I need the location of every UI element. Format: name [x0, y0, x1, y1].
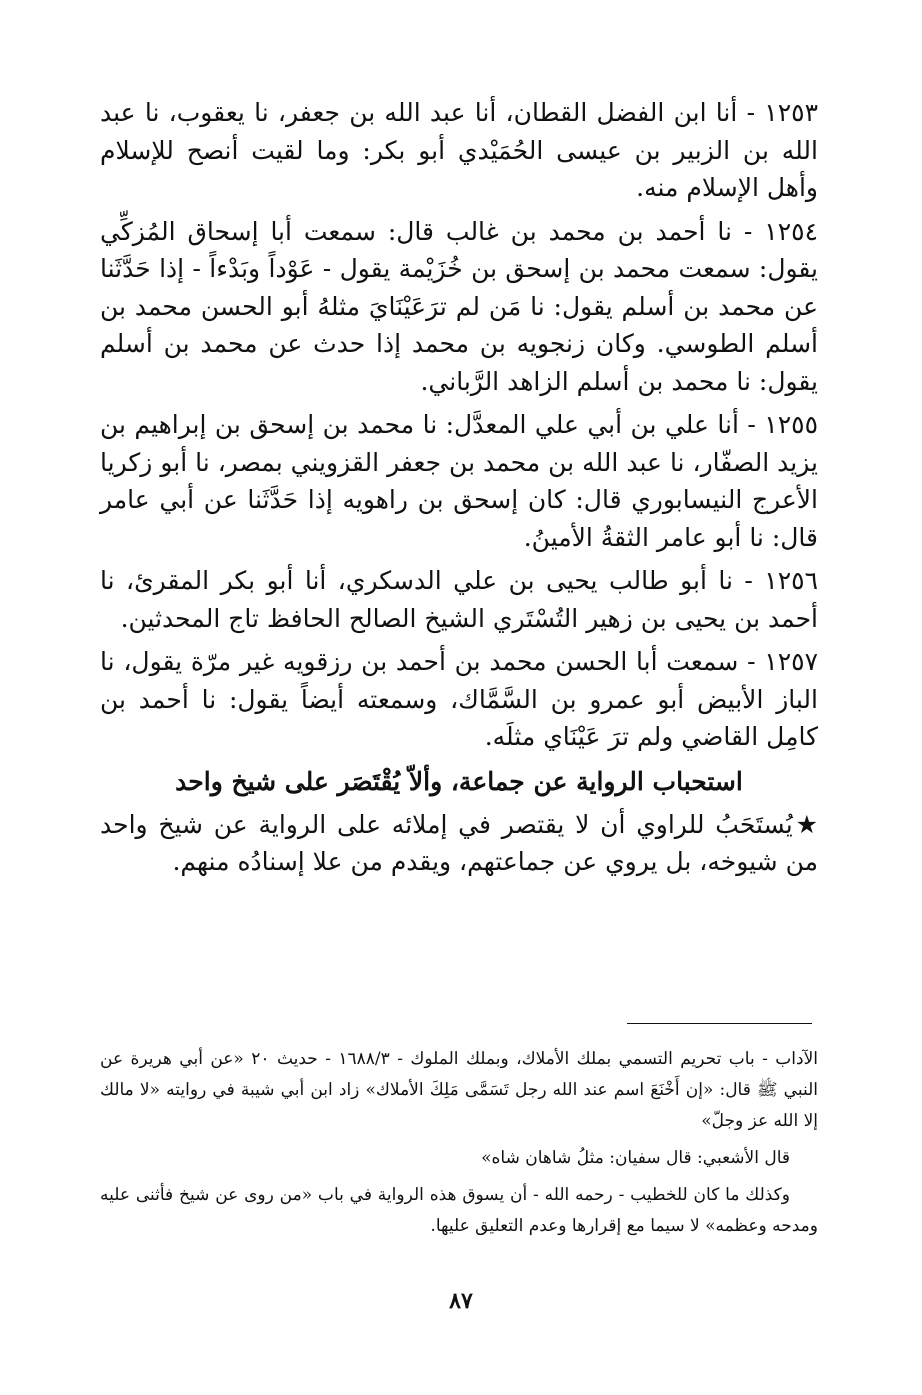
footnote-3: وكذلك ما كان للخطيب - رحمه الله - أن يسوق هذه الرواية في باب «من روى عن شيخ فأثنى عليه ومدحه وعظمه» لا سيما مع إقرارها وعدم التعليق عليها. — [100, 1185, 818, 1236]
page-number: ٨٧ — [449, 1288, 473, 1314]
hadith-1255: ١٢٥٥ - أنا علي بن أبي علي المعدَّل: نا محمد بن إسحق بن إبراهيم بن يزيد الصفّار، نا عبد الله بن محمد بن جعفر القزويني بمصر، نا أبو زكريا الأعرج النيسابوري قال: كان إسحق بن راهويه إذا حَدَّثَنا عن أبي عامر قال: نا أبو عامر الثقةُ الأمينُ. — [100, 410, 818, 552]
hadith-1254: ١٢٥٤ - نا أحمد بن محمد بن غالب قال: سمعت أبا إسحاق المُزكِّي يقول: سمعت محمد بن إسحق بن خُزَيْمة يقول - عَوْداً وبَدْءاً - إذا حَدَّثَنا عن محمد بن أسلم يقول: نا مَن لم ترَعَيْنَايَ مثلهُ أبو الحسن محمد بن أسلم الطوسي. وكان زنجويه بن محمد إذا حدث عن محمد بن أسلم يقول: نا محمد بن أسلم الزاهد الرَّباني. — [100, 216, 818, 396]
footnote-divider — [627, 1023, 812, 1024]
main-text — [100, 94, 818, 887]
hadith-1253: ١٢٥٣ - أنا ابن الفضل القطان، أنا عبد الله بن جعفر، نا يعقوب، نا عبد الله بن الزبير بن عيسى الحُمَيْدي أبو بكر: وما لقيت أنصح للإسلام وأهل الإسلام منه. — [100, 98, 818, 202]
section-paragraph: ★يُستَحَبُ للراوي أن لا يقتصر في إملائه على الرواية عن شيخ واحد من شيوخه، بل يروي عن جماعتهم، ويقدم من علا إسنادُه منهم. — [100, 809, 818, 876]
footnote-2: قال الأشعبي: قال سفيان: مثلُ شاهان شاه» — [481, 1148, 790, 1168]
hadith-1256: ١٢٥٦ - نا أبو طالب يحيى بن علي الدسكري، أنا أبو بكر المقرئ، نا أحمد بن يحيى بن زهير التُسْتَري الشيخ الصالح الحافظ تاج المحدثين. — [100, 566, 818, 633]
footnote-1: الآداب - باب تحريم التسمي بملك الأملاك، وبملك الملوك - ١٦٨٨/٣ - حديث ٢٠ «عن أبي هريرة عن النبي ﷺ قال: «إن أَخْنَعَ اسم عند الله رجل تَسَمَّى مَلِكَ الأملاك» زاد ابن أبي شيبة في روايته «لا مالك إلا الله عز وجلّ» — [100, 1049, 819, 1131]
footnotes — [100, 1044, 818, 1248]
hadith-1257: ١٢٥٧ - سمعت أبا الحسن محمد بن أحمد بن رزقويه غير مرّة يقول، نا الباز الأبيض أبو عمرو بن السَّمَّاك، وسمعته أيضاً يقول: نا أحمد بن كامِل القاضي ولم ترَ عَيْنَاي مثلَه. — [100, 647, 818, 751]
section-heading: استحباب الرواية عن جماعة، وألاّ يُقْتَصَر على شيخ واحد — [175, 766, 743, 796]
